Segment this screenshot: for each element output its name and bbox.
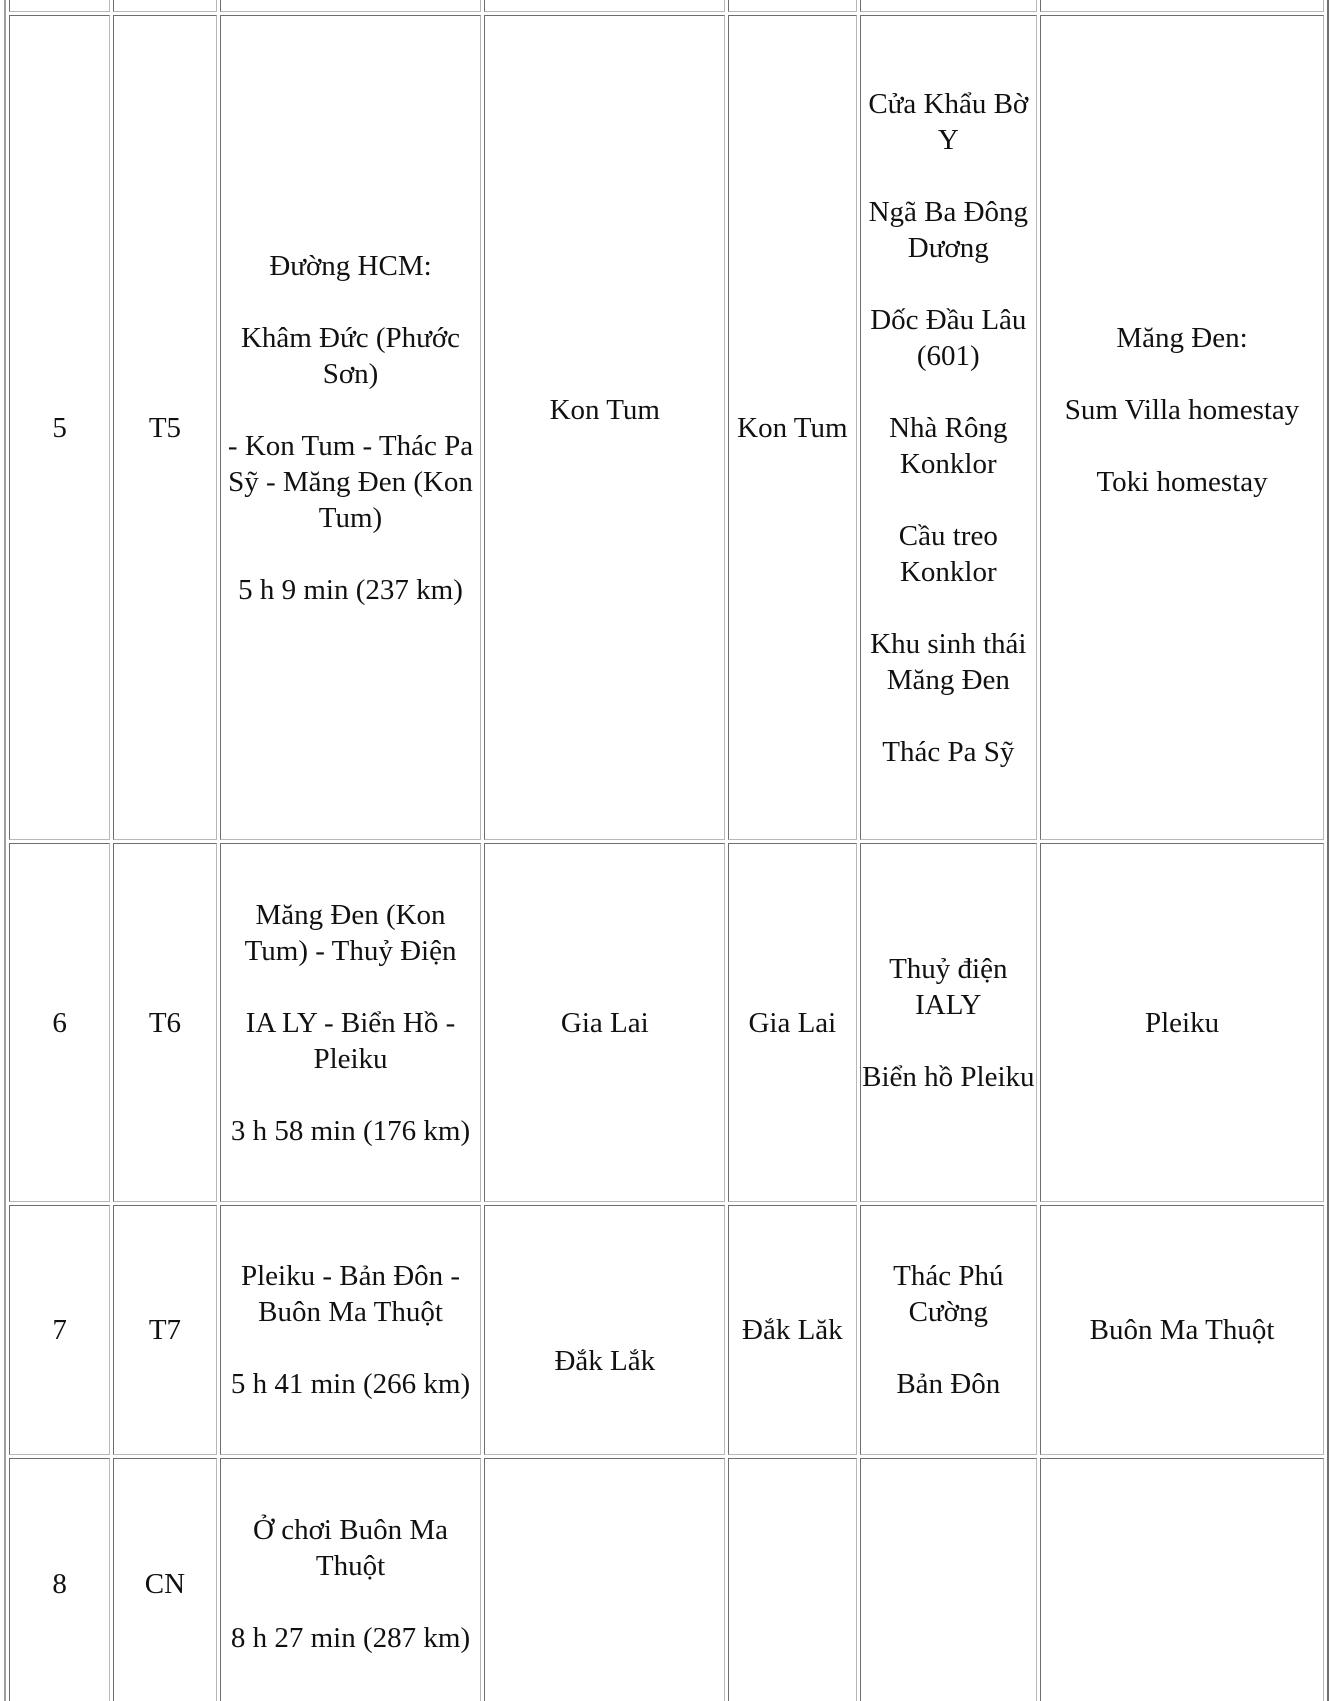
day-cell <box>9 1458 110 1701</box>
province-cell <box>484 15 725 840</box>
day-number: 6 <box>52 1006 67 1039</box>
weekday: T6 <box>148 1006 182 1039</box>
route-line: Măng Đen (Kon Tum) - Thuỷ Điện <box>244 898 457 967</box>
day-cell <box>9 1205 110 1455</box>
day-cell <box>9 15 110 840</box>
stay-item: Pleiku <box>1144 1006 1220 1039</box>
sight: Ngã Ba Đông Dương <box>868 195 1029 264</box>
area-cell <box>728 1458 856 1701</box>
province-cell <box>484 1205 725 1455</box>
day-cell <box>9 843 110 1202</box>
table-cell <box>113 0 216 12</box>
sights-cell <box>860 1458 1038 1701</box>
day-number: 7 <box>52 1314 67 1346</box>
stay-item: Toki homestay <box>1096 465 1268 498</box>
sight: Thác Phú Cường <box>893 1260 1004 1328</box>
route-line: Đường HCM: <box>269 249 432 282</box>
table-cell <box>220 0 482 12</box>
sight: Cầu treo Konklor <box>898 519 998 588</box>
route-line: Pleiku - Bản Đôn - Buôn Ma Thuột <box>240 1260 461 1328</box>
table-cell <box>728 0 856 12</box>
table-row <box>9 1458 1324 1701</box>
area-cell <box>728 15 856 840</box>
route-cell <box>220 15 482 840</box>
route-line: Khâm Đức (Phước Sơn) <box>240 321 461 390</box>
route-line: IA LY - Biển Hồ - Pleiku <box>245 1006 456 1075</box>
table-cell <box>9 0 110 12</box>
weekday: T5 <box>148 411 182 444</box>
weekday-cell <box>113 15 216 840</box>
day-number: 5 <box>52 411 67 444</box>
province-cell <box>484 1458 725 1701</box>
table-row-previous <box>9 0 1324 12</box>
itinerary-table <box>4 0 1329 1701</box>
table-row <box>9 15 1324 840</box>
stay-cell <box>1040 15 1324 840</box>
route-cell <box>220 1205 482 1455</box>
area-cell <box>728 843 856 1202</box>
table-cell <box>484 0 725 12</box>
table-cell <box>860 0 1038 12</box>
stay-cell <box>1040 1205 1324 1455</box>
sight: Biển hồ Pleiku <box>862 1060 1035 1093</box>
sight: Khu sinh thái Măng Đen <box>870 627 1027 696</box>
route-cell <box>220 1458 482 1701</box>
route-duration: 5 h 41 min (266 km) <box>230 1368 471 1400</box>
stay-item: Buôn Ma Thuột <box>1089 1314 1275 1346</box>
weekday-cell <box>113 843 216 1202</box>
stay-cell <box>1040 843 1324 1202</box>
sights-cell <box>860 843 1038 1202</box>
area-cell <box>728 1205 856 1455</box>
day-number: 8 <box>52 1568 67 1600</box>
sight: Thác Pa Sỹ <box>882 735 1015 768</box>
sight: Thuỷ điện IALY <box>889 952 1008 1021</box>
weekday: T7 <box>148 1314 182 1346</box>
route-duration: 8 h 27 min (287 km) <box>230 1622 471 1654</box>
area: Kon Tum <box>737 411 848 444</box>
table-row <box>9 843 1324 1202</box>
weekday: CN <box>144 1568 186 1600</box>
province: Đắk Lắk <box>554 1345 656 1377</box>
province-cell <box>484 843 725 1202</box>
sights-cell <box>860 1205 1038 1455</box>
route-line: - Kon Tum - Thác Pa Sỹ - Măng Đen (Kon Tum) <box>227 429 474 534</box>
stay-item: Măng Đen: <box>1116 321 1248 354</box>
route-cell <box>220 843 482 1202</box>
route-duration: 3 h 58 min (176 km) <box>230 1114 471 1147</box>
table-row <box>9 1205 1324 1455</box>
sight: Bản Đôn <box>896 1368 1001 1400</box>
sight: Cửa Khẩu Bờ Y <box>868 87 1029 156</box>
sights-cell <box>860 15 1038 840</box>
weekday-cell <box>113 1205 216 1455</box>
weekday-cell <box>113 1458 216 1701</box>
province: Kon Tum <box>549 393 660 426</box>
area: Gia Lai <box>748 1006 837 1039</box>
route-line: Ở chơi Buôn Ma Thuột <box>253 1514 448 1582</box>
stay-item: Sum Villa homestay <box>1064 393 1300 426</box>
sight: Nhà Rông Konklor <box>889 411 1008 480</box>
table-cell <box>1040 0 1324 12</box>
route-duration: 5 h 9 min (237 km) <box>238 573 463 606</box>
stay-cell <box>1040 1458 1324 1701</box>
sight: Dốc Đầu Lâu (601) <box>870 303 1027 372</box>
province: Gia Lai <box>560 1006 649 1039</box>
area: Đắk Lăk <box>742 1314 843 1346</box>
